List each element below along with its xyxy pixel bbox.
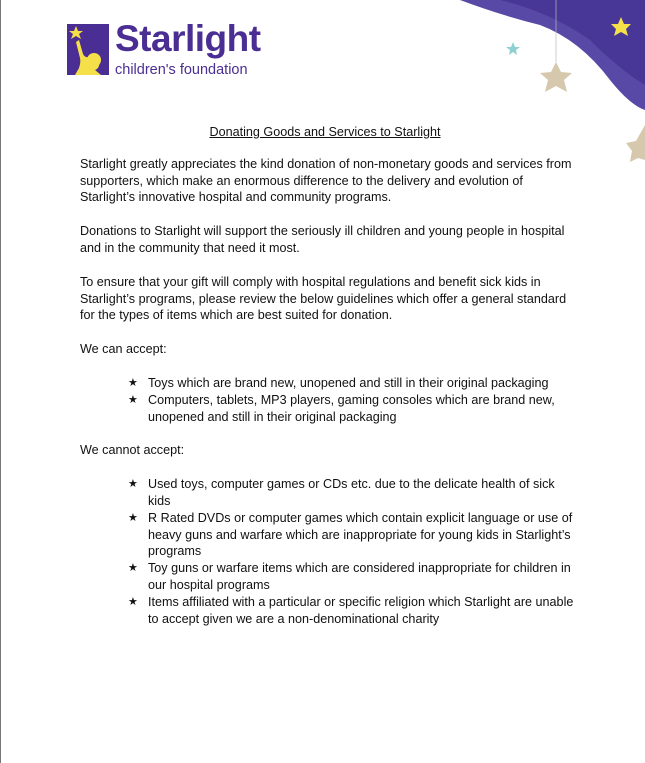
star-icon bbox=[506, 42, 520, 55]
list-item: ★ Items affiliated with a particular or specific religion which Starlight are unable to accept given we are a non-denominational charity bbox=[128, 594, 574, 626]
accept-list bbox=[80, 375, 580, 425]
document-body bbox=[80, 124, 580, 644]
star-icon bbox=[626, 125, 645, 162]
accept-heading: We can accept: bbox=[80, 342, 167, 357]
star-bullet-icon: ★ bbox=[128, 511, 138, 524]
list-item: ★ R Rated DVDs or computer games which contain explicit language or use of heavy guns and warfare which are inappropriate for young kids in Starlight’s programs bbox=[128, 510, 573, 559]
star-icon bbox=[540, 62, 572, 92]
list-item: ★ Toy guns or warfare items which are considered inappropriate for children in our hospital programs bbox=[128, 561, 571, 592]
paragraph: Donations to Starlight will support the seriously ill children and young people in hospital and in the community that need it most. bbox=[80, 224, 565, 255]
list-item: ★ Toys which are brand new, unopened and still in their original packaging bbox=[128, 375, 549, 390]
star-bullet-icon: ★ bbox=[128, 376, 138, 389]
paragraph: To ensure that your gift will comply with hospital regulations and benefit sick kids in Starlight’s programs, please review the below guidelines which offer a general standard for the types of items which are best suited for donation. bbox=[80, 274, 567, 323]
star-bullet-icon: ★ bbox=[128, 562, 138, 575]
star-bullet-icon: ★ bbox=[128, 478, 138, 491]
star-bullet-icon: ★ bbox=[128, 595, 138, 608]
logo-tagline: children's foundation bbox=[115, 62, 248, 78]
logo-wordmark: Starlight bbox=[115, 18, 261, 59]
reject-heading: We cannot accept: bbox=[80, 443, 185, 458]
logo-child-reaching-star-icon bbox=[67, 24, 109, 75]
paragraph: Starlight greatly appreciates the kind donation of non-monetary goods and services from supporters, which make an enormous difference to the delivery and evolution of Starlight’s innovative hospital and community programs. bbox=[80, 156, 572, 205]
list-item: ★ Computers, tablets, MP3 players, gaming consoles which are brand new, unopened and still in their original packaging bbox=[128, 392, 555, 424]
star-bullet-icon: ★ bbox=[128, 393, 138, 406]
document-title: Donating Goods and Services to Starlight bbox=[209, 125, 441, 139]
list-item: ★ Used toys, computer games or CDs etc. due to the delicate health of sick kids bbox=[128, 477, 555, 508]
reject-list bbox=[80, 476, 580, 627]
